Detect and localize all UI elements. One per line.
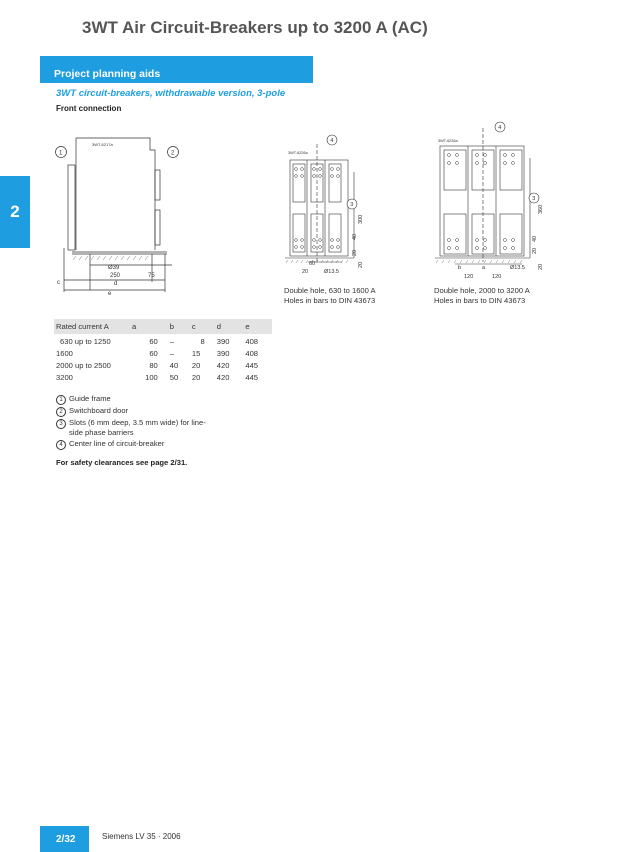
page-title: 3WT Air Circuit-Breakers up to 3200 A (AC) <box>82 18 428 37</box>
legend-text: Switchboard door <box>69 406 129 415</box>
banner-label: Project planning aids <box>54 68 161 80</box>
table-header-row <box>54 319 272 334</box>
side-dim-d: d <box>114 281 118 287</box>
table-header-cell: e <box>243 319 272 334</box>
table-cell: 100 <box>145 373 158 382</box>
front-small-dim-hole: Ø13.5 <box>324 269 339 275</box>
safety-clearance-note: For safety clearances see page 2/31. <box>56 458 188 467</box>
drawing-front-view-small <box>280 132 372 282</box>
front-large-dim-20b: 20 <box>538 263 544 270</box>
side-dim-250: 250 <box>110 273 121 279</box>
drawing-side-view <box>52 130 192 300</box>
front-large-dim-40: 40 <box>532 235 538 242</box>
table-cell: 408 <box>245 337 259 346</box>
front-large-dim-b: b <box>458 265 462 271</box>
legend-item <box>56 394 219 405</box>
table-cell: 50 <box>169 373 179 382</box>
table-cell: 445 <box>245 373 259 382</box>
legend-item <box>56 406 219 417</box>
side-dim-e: e <box>108 291 112 297</box>
table-cell: 80 <box>149 361 158 370</box>
table-cell: – <box>169 337 175 346</box>
table-cell: 3200 <box>56 373 73 382</box>
front-large-dim-hole: Ø13.5 <box>510 265 525 271</box>
section-number-tab: 2 <box>0 176 30 248</box>
front-large-dim-120a: 120 <box>464 274 474 280</box>
legend-number: 1 <box>56 395 66 405</box>
table-cell: 60 <box>149 349 158 358</box>
front-small-callout-3: 3 <box>350 202 354 209</box>
table-row <box>54 348 272 360</box>
drawing-front-view-large <box>430 118 548 283</box>
front-small-drawing-code: 3WT-6226a <box>288 151 308 155</box>
caption-front-large <box>434 286 530 306</box>
front-large-dim-120b: 120 <box>492 274 502 280</box>
footer-page-tab <box>40 826 89 852</box>
table-row <box>54 334 272 348</box>
legend-text: Center line of circuit-breaker <box>69 439 165 448</box>
table-cell: 630 up to 1250 <box>60 337 111 346</box>
side-callout-1: 1 <box>59 150 63 157</box>
caption-front-small <box>284 286 376 306</box>
legend-item <box>56 439 219 450</box>
legend-number: 4 <box>56 440 66 450</box>
table-cell: 20 <box>191 361 201 370</box>
side-dim-75: 75 <box>148 273 155 279</box>
front-small-dim-60: 60 <box>309 261 316 267</box>
front-small-callout-4: 4 <box>330 138 334 145</box>
table-cell: 15 <box>191 349 201 358</box>
front-large-dim-a: a <box>482 265 486 271</box>
table-cell: 1600 <box>56 349 73 358</box>
front-small-dim-20a: 20 <box>352 249 358 256</box>
table-cell: 420 <box>216 361 230 370</box>
caption-front-small-line2: Holes in bars to DIN 43673 <box>284 296 376 305</box>
front-small-dim-300: 300 <box>358 214 364 224</box>
caption-front-small-line1: Double hole, 630 to 1600 A <box>284 286 376 295</box>
table-cell: 8 <box>200 337 205 346</box>
dimensions-table <box>54 319 272 384</box>
subheading-front-connection: Front connection <box>56 104 122 113</box>
front-large-callout-3: 3 <box>532 196 536 203</box>
table-header-cell: Rated current A <box>54 319 130 334</box>
front-large-callout-4: 4 <box>498 125 502 132</box>
table-row <box>54 360 272 372</box>
table-header-cell: c <box>190 319 215 334</box>
legend-item <box>56 418 219 438</box>
table-cell: – <box>169 349 175 358</box>
legend-number: 2 <box>56 407 66 417</box>
front-small-dim-40: 40 <box>352 233 358 240</box>
front-large-drawing-code: 3WT-6226a <box>438 139 458 143</box>
table-row <box>54 372 272 384</box>
table-cell: 40 <box>169 361 179 370</box>
table-header-cell: a <box>130 319 168 334</box>
footer-publication: Siemens LV 35 · 2006 <box>102 832 181 841</box>
caption-front-large-line2: Holes in bars to DIN 43673 <box>434 296 526 305</box>
table-cell: 445 <box>245 361 259 370</box>
table-cell: 20 <box>191 373 201 382</box>
table-header-cell: b <box>168 319 190 334</box>
legend-text: Slots (6 mm deep, 3.5 mm wide) for line-side phase barriers <box>69 418 206 437</box>
table-cell: 390 <box>216 337 230 346</box>
section-banner <box>40 56 313 83</box>
side-dim-phi: Ø39 <box>108 265 120 271</box>
table-cell: 2000 up to 2500 <box>56 361 111 370</box>
legend-number: 3 <box>56 419 66 429</box>
legend-text: Guide frame <box>69 394 111 403</box>
front-large-dim-360: 360 <box>538 204 544 214</box>
page-number: 2/32 <box>56 834 76 845</box>
front-large-dim-20a: 20 <box>532 247 538 254</box>
legend-list <box>56 394 219 451</box>
table-cell: 60 <box>149 337 158 346</box>
table-cell: 408 <box>245 349 259 358</box>
side-drawing-code: 3WT-6217a <box>92 142 113 147</box>
table-cell: 420 <box>216 373 230 382</box>
front-small-dim-20b: 20 <box>358 261 364 268</box>
side-callout-2: 2 <box>171 150 175 157</box>
front-small-dim-20c: 20 <box>302 269 309 275</box>
table-cell: 390 <box>216 349 230 358</box>
caption-front-large-line1: Double hole, 2000 to 3200 A <box>434 286 530 295</box>
table-header-cell: d <box>215 319 244 334</box>
side-dim-c: c <box>57 280 60 286</box>
subtitle: 3WT circuit-breakers, withdrawable version, 3-pole <box>56 88 286 99</box>
